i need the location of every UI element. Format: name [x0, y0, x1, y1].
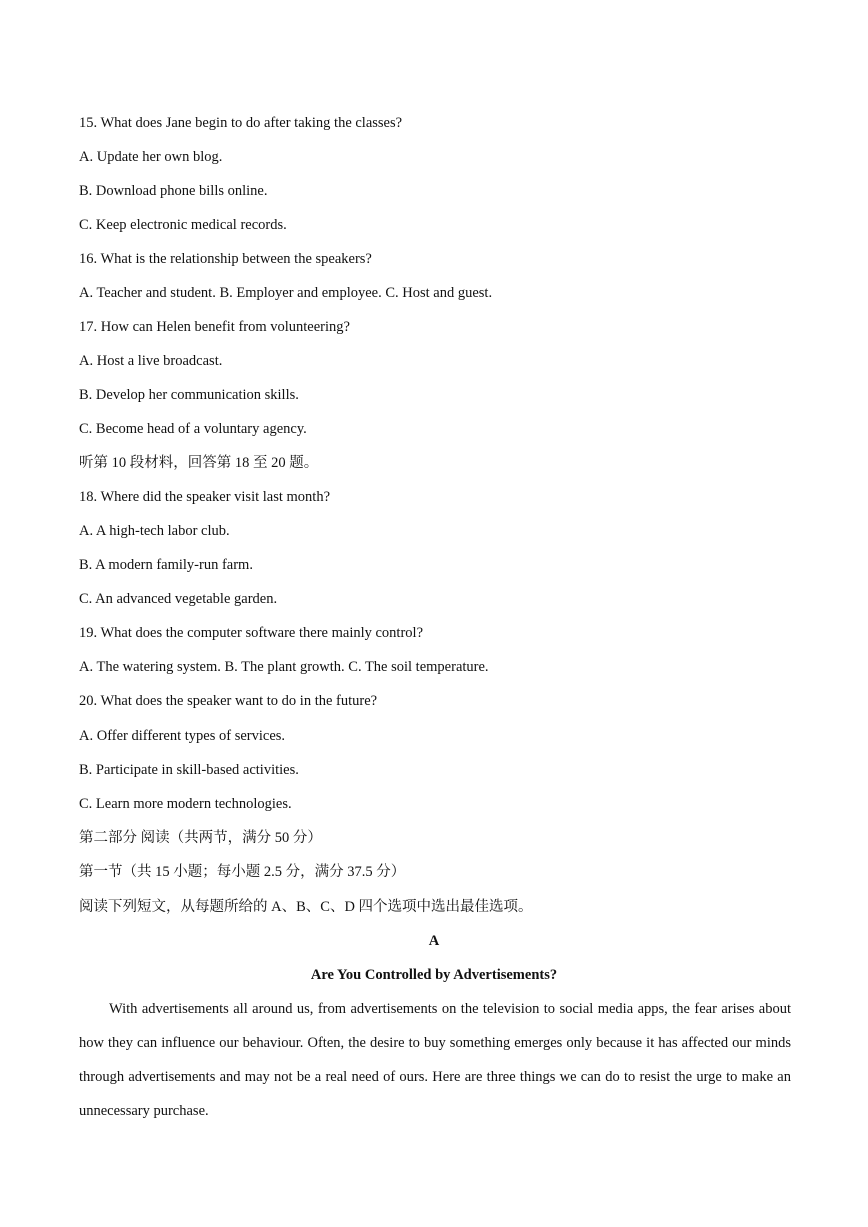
question-number: 20.	[79, 693, 98, 709]
question-number: 16.	[79, 251, 98, 267]
option-18-a: A. A high-tech labor club.	[79, 523, 230, 539]
part-two-heading: 第二部分 阅读（共两节，满分 50 分）	[79, 830, 322, 846]
question-number: 18.	[79, 489, 98, 505]
question-text: What does the speaker want to do in the future?	[100, 693, 378, 709]
reading-instruction: 阅读下列短文，从每题所给的 A、B、C、D 四个选项中选出最佳选项。	[79, 899, 533, 915]
question-text: What is the relationship between the speakers?	[100, 251, 372, 267]
question-19	[79, 623, 423, 643]
option-17-c: C. Become head of a voluntary agency.	[79, 421, 307, 437]
passage-letter: A	[428, 933, 440, 949]
option-20-b: B. Participate in skill-based activities.	[79, 762, 299, 778]
question-17	[79, 317, 350, 337]
question-18	[79, 487, 330, 507]
option-20-a: A. Offer different types of services.	[79, 728, 286, 744]
option-20-c: C. Learn more modern technologies.	[79, 796, 292, 812]
option-15-c: C. Keep electronic medical records.	[79, 217, 287, 233]
question-number: 19.	[79, 625, 98, 641]
question-text: What does Jane begin to do after taking the classes?	[100, 115, 403, 131]
question-20	[79, 691, 377, 711]
question-16	[79, 249, 372, 269]
option-15-b: B. Download phone bills online.	[79, 183, 268, 199]
options-16-inline: A. Teacher and student. B. Employer and employee. C. Host and guest.	[79, 285, 493, 301]
question-number: 15.	[79, 115, 98, 131]
options-19-inline: A. The watering system. B. The plant growth. C. The soil temperature.	[79, 659, 489, 675]
question-15	[79, 113, 402, 133]
question-text: What does the computer software there mainly control?	[100, 625, 424, 641]
option-17-b: B. Develop her communication skills.	[79, 387, 299, 403]
passage-title: Are You Controlled by Advertisements?	[310, 967, 558, 983]
section-instruction: 听第 10 段材料，回答第 18 至 20 题。	[79, 455, 319, 471]
question-text: How can Helen benefit from volunteering?	[100, 319, 350, 335]
passage-paragraph: With advertisements all around us, from advertisements on the television to social media apps, the fear arises about how they can influence our behaviour. Often, the desire to buy something emerges only because it has affected our minds through advertisements and may not be a real need of ours. Here are three things we can do to resist the urge to make an unnecessary purchase.	[79, 1001, 791, 1119]
option-18-c: C. An advanced vegetable garden.	[79, 591, 278, 607]
option-15-a: A. Update her own blog.	[79, 149, 223, 165]
option-17-a: A. Host a live broadcast.	[79, 353, 223, 369]
question-text: Where did the speaker visit last month?	[100, 489, 331, 505]
section-one-heading: 第一节（共 15 小题；每小题 2.5 分，满分 37.5 分）	[79, 864, 406, 880]
question-number: 17.	[79, 319, 98, 335]
option-18-b: B. A modern family-run farm.	[79, 557, 253, 573]
